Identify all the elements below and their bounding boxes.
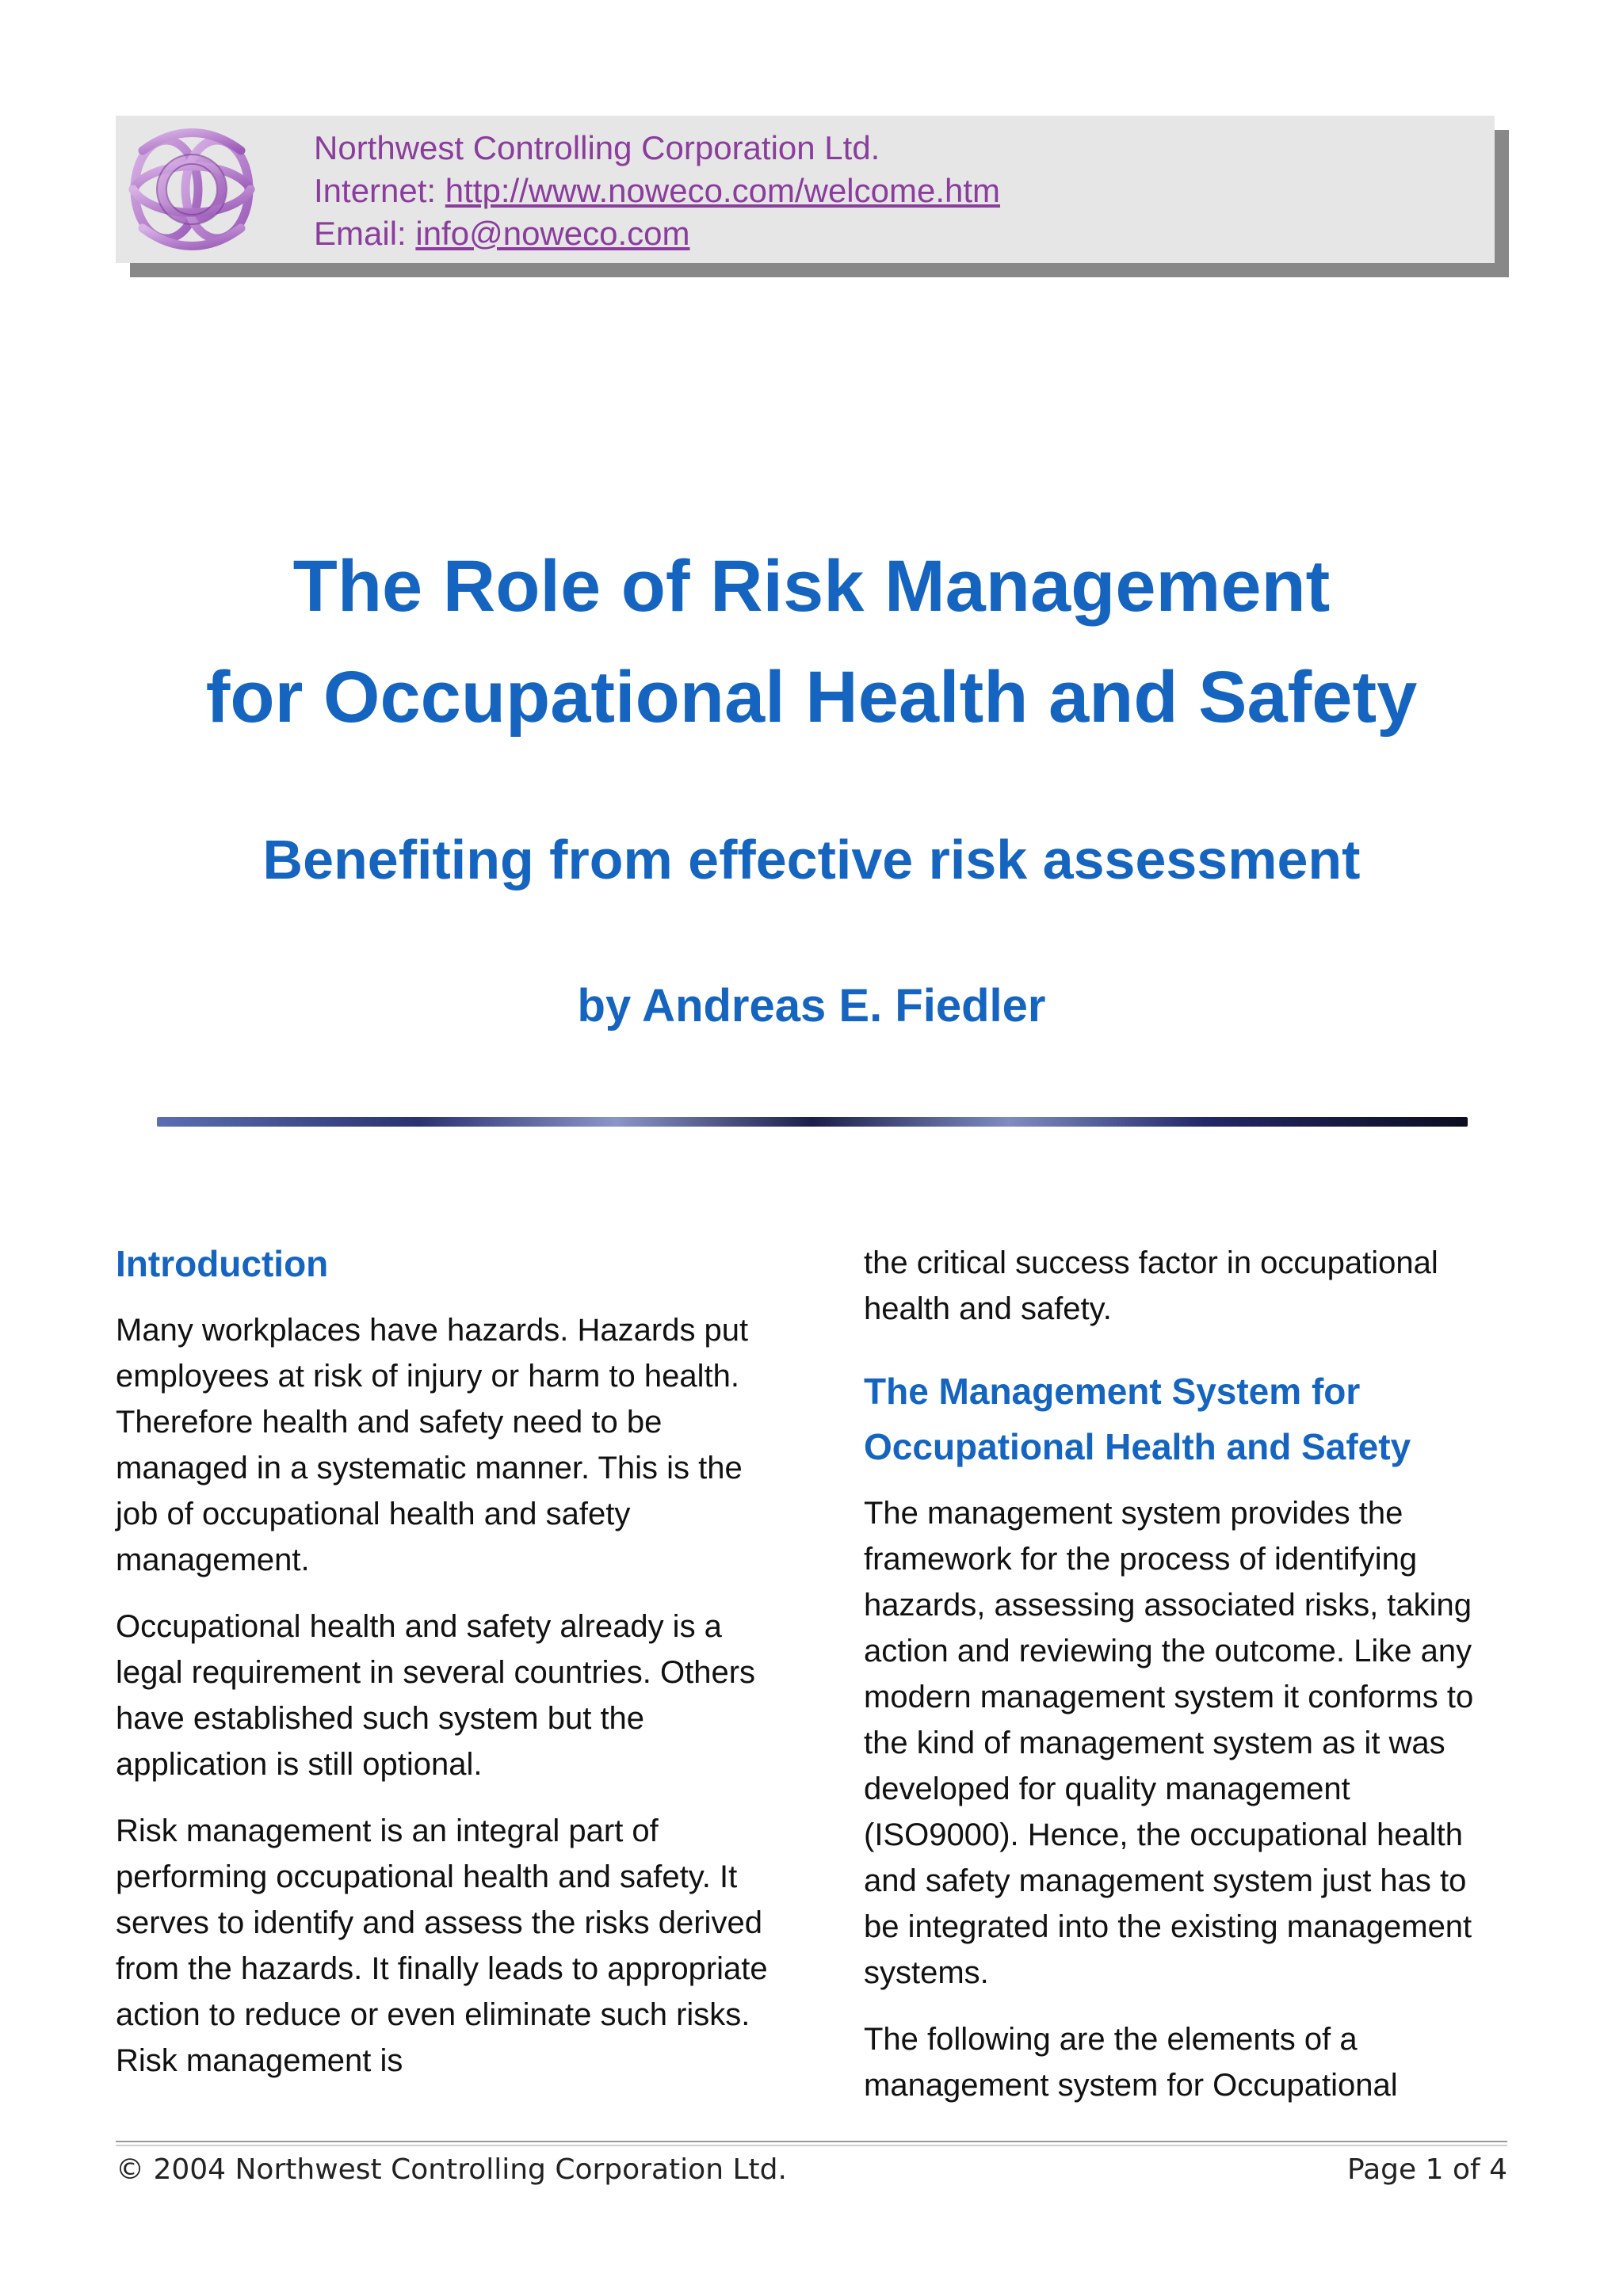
celtic-knot-icon <box>119 119 265 260</box>
internet-label: Internet: <box>314 172 445 209</box>
website-link[interactable]: http://www.noweco.com/welcome.htm <box>445 172 1001 209</box>
right-column <box>864 1240 1506 2129</box>
page-number: Page 1 of 4 <box>1347 2153 1507 2186</box>
title-line-1: The Role of Risk Management <box>292 546 1331 627</box>
section-heading-introduction: Introduction <box>116 1243 329 1284</box>
internet-line <box>314 170 1000 212</box>
section-heading-management-system: The Management System for Occupational Health and Safety <box>864 1371 1411 1467</box>
email-label: Email: <box>314 215 416 252</box>
company-contact-block <box>314 127 1000 255</box>
left-column <box>116 1236 773 2104</box>
title-line-2: for Occupational Health and Safety <box>205 657 1418 738</box>
decorative-divider <box>157 1117 1468 1127</box>
footer-copyright: © 2004 Northwest Controlling Corporation Ltd. <box>116 2153 787 2186</box>
footer-divider-secondary <box>116 2145 1507 2146</box>
paragraph: Many workplaces have hazards. Hazards put employees at risk of injury or harm to health. Therefore health and safety need to be managed in a systematic manner. This is the job of occupational health and safety management. <box>116 1313 749 1577</box>
paragraph: Risk management is an integral part of performing occupational health and safety. It serves to identify and assess the risks derived from the hazards. It finally leads to appropriate action to reduce or even eliminate such risks. Risk management is <box>116 1814 768 2078</box>
author-byline: by Andreas E. Fiedler <box>577 980 1046 1032</box>
subtitle: Benefiting from effective risk assessment <box>262 829 1361 891</box>
paragraph: The following are the elements of a management system for Occupational <box>864 2022 1398 2103</box>
paragraph: The management system provides the framework for the process of identifying hazards, assessing associated risks, taking action and reviewing the outcome. Like any modern management system it conforms to the kind of management system as it was developed for quality management (ISO9000). Hence, the occupational health and safety management system just has to be integrated into the existing management systems. <box>864 1496 1474 1990</box>
email-link[interactable]: info@noweco.com <box>415 215 690 252</box>
paragraph-continued: the critical success factor in occupational health and safety. <box>864 1245 1438 1326</box>
paragraph: Occupational health and safety already is a legal requirement in several countries. Others have established such system but the application is still optional. <box>116 1609 756 1782</box>
footer-divider <box>116 2141 1507 2142</box>
company-name: Northwest Controlling Corporation Ltd. <box>314 129 880 166</box>
email-line <box>314 212 1000 255</box>
